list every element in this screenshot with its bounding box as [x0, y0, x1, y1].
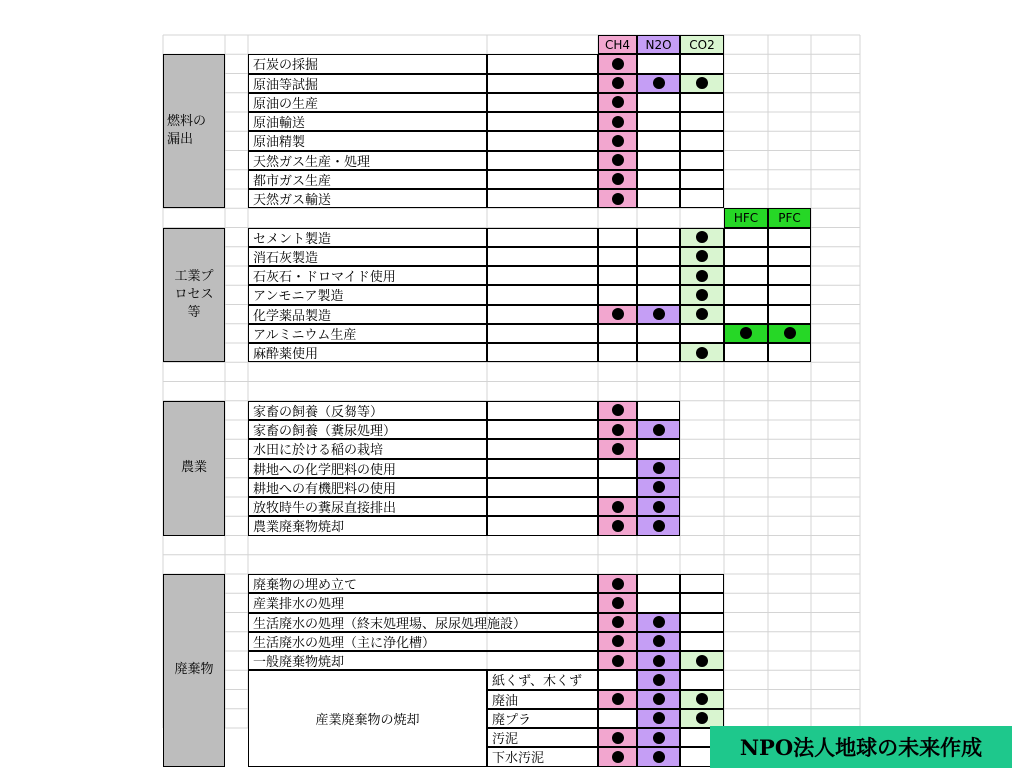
subrow-label: 紙くず、木くず — [487, 670, 598, 689]
gas-cell-ch4 — [598, 690, 637, 709]
emission-dot — [612, 635, 624, 647]
row-label-pad — [487, 93, 598, 112]
gas-cell-co2 — [680, 613, 724, 632]
gas-cell-ch4 — [598, 728, 637, 747]
gas-cell-co2 — [680, 74, 724, 93]
header-n2o: N2O — [637, 35, 680, 54]
gas-cell-n2o — [637, 93, 680, 112]
gas-cell-n2o — [637, 670, 680, 689]
header-hfc: HFC — [724, 208, 768, 227]
gas-cell-pfc — [768, 266, 811, 285]
row-label-pad — [487, 74, 598, 93]
emission-dot — [612, 520, 624, 532]
emission-dot — [696, 347, 708, 359]
row-label: 家畜の飼養（糞尿処理） — [248, 420, 487, 439]
emission-dot — [612, 424, 624, 436]
gas-cell-n2o — [637, 189, 680, 208]
subrow-label: 廃油 — [487, 690, 598, 709]
row-label-pad — [487, 439, 598, 458]
emission-dot — [696, 693, 708, 705]
emission-dot — [612, 693, 624, 705]
emission-dot — [612, 173, 624, 185]
gas-cell-ch4 — [598, 439, 637, 458]
gas-cell-n2o — [637, 728, 680, 747]
gas-cell-pfc — [768, 247, 811, 266]
gas-cell-co2 — [680, 651, 724, 670]
emission-dot — [612, 96, 624, 108]
gas-cell-co2 — [680, 151, 724, 170]
row-label-pad — [487, 131, 598, 150]
row-label: 原油輸送 — [248, 112, 487, 131]
gas-cell-pfc — [768, 343, 811, 362]
emission-dot — [696, 270, 708, 282]
header-pfc: PFC — [768, 208, 811, 227]
category-cell: 工業プ ロセス 等 — [163, 228, 225, 363]
gas-cell-n2o — [637, 170, 680, 189]
gas-cell-co2 — [680, 131, 724, 150]
gas-cell-co2 — [680, 93, 724, 112]
gas-cell-hfc — [724, 324, 768, 343]
gas-cell-n2o — [637, 651, 680, 670]
row-label: 廃棄物の埋め立て — [248, 574, 598, 593]
gas-cell-hfc — [724, 228, 768, 247]
row-label-pad — [487, 266, 598, 285]
emission-dot — [612, 501, 624, 513]
gas-cell-ch4 — [598, 74, 637, 93]
gas-cell-n2o — [637, 690, 680, 709]
gas-cell-n2o — [637, 459, 680, 478]
gas-cell-ch4 — [598, 285, 637, 304]
gas-cell-co2 — [680, 343, 724, 362]
gas-cell-n2o — [637, 247, 680, 266]
subrow-label: 廃プラ — [487, 709, 598, 728]
gas-cell-ch4 — [598, 613, 637, 632]
gas-cell-n2o — [637, 420, 680, 439]
gas-cell-pfc — [768, 228, 811, 247]
gas-cell-co2 — [680, 593, 724, 612]
gas-cell-ch4 — [598, 670, 637, 689]
row-label: 耕地への化学肥料の使用 — [248, 459, 487, 478]
row-label: セメント製造 — [248, 228, 487, 247]
gas-cell-ch4 — [598, 593, 637, 612]
gas-cell-n2o — [637, 343, 680, 362]
emission-dot — [653, 751, 665, 763]
gas-cell-hfc — [724, 305, 768, 324]
gas-cell-n2o — [637, 497, 680, 516]
row-label-pad — [487, 305, 598, 324]
emission-dot — [784, 327, 796, 339]
row-label-pad — [487, 54, 598, 73]
row-label-pad — [487, 189, 598, 208]
emission-dot — [653, 501, 665, 513]
gas-cell-co2 — [680, 228, 724, 247]
gas-cell-n2o — [637, 112, 680, 131]
gas-cell-n2o — [637, 709, 680, 728]
emission-dot — [612, 443, 624, 455]
gas-cell-n2o — [637, 54, 680, 73]
gas-cell-ch4 — [598, 747, 637, 766]
row-label-pad — [487, 420, 598, 439]
gas-cell-hfc — [724, 266, 768, 285]
gas-cell-n2o — [637, 74, 680, 93]
gas-cell-ch4 — [598, 478, 637, 497]
emission-dot — [612, 404, 624, 416]
gas-cell-ch4 — [598, 93, 637, 112]
row-label-pad — [487, 459, 598, 478]
row-label: 農業廃棄物焼却 — [248, 516, 487, 535]
emission-dot — [612, 732, 624, 744]
emission-dot — [612, 578, 624, 590]
subrow-label: 汚泥 — [487, 728, 598, 747]
gas-cell-n2o — [637, 151, 680, 170]
row-label: 石炭の採掘 — [248, 54, 487, 73]
gas-cell-ch4 — [598, 343, 637, 362]
emission-dot — [612, 116, 624, 128]
emission-dot — [653, 712, 665, 724]
row-label: 消石灰製造 — [248, 247, 487, 266]
gas-cell-n2o — [637, 285, 680, 304]
emission-dot — [653, 616, 665, 628]
emission-dot — [653, 635, 665, 647]
header-ch4: CH4 — [598, 35, 637, 54]
row-label-pad — [487, 247, 598, 266]
row-label: 化学薬品製造 — [248, 305, 487, 324]
row-label: 麻酔薬使用 — [248, 343, 487, 362]
gas-cell-ch4 — [598, 401, 637, 420]
row-label: 家畜の飼養（反芻等） — [248, 401, 487, 420]
gas-cell-n2o — [637, 613, 680, 632]
gas-cell-co2 — [680, 574, 724, 593]
gas-cell-ch4 — [598, 632, 637, 651]
category-cell: 廃棄物 — [163, 574, 225, 767]
gas-cell-co2 — [680, 247, 724, 266]
gas-cell-n2o — [637, 593, 680, 612]
emission-dot — [653, 674, 665, 686]
emission-dot — [653, 462, 665, 474]
row-label: 水田に於ける稲の栽培 — [248, 439, 487, 458]
row-label-pad — [487, 151, 598, 170]
row-label: 石灰石・ドロマイド使用 — [248, 266, 487, 285]
emission-dot — [653, 520, 665, 532]
emission-dot — [653, 77, 665, 89]
gas-cell-n2o — [637, 131, 680, 150]
gas-cell-n2o — [637, 305, 680, 324]
gas-cell-pfc — [768, 305, 811, 324]
row-label-pad — [487, 170, 598, 189]
emission-dot — [696, 655, 708, 667]
emission-dot — [653, 308, 665, 320]
gas-cell-n2o — [637, 401, 680, 420]
gas-cell-n2o — [637, 478, 680, 497]
emission-dot — [612, 308, 624, 320]
row-label: 耕地への有機肥料の使用 — [248, 478, 487, 497]
category-cell: 燃料の 漏出 — [163, 54, 225, 208]
emission-dot — [696, 308, 708, 320]
header-co2: CO2 — [680, 35, 724, 54]
row-label: 原油精製 — [248, 131, 487, 150]
gas-cell-ch4 — [598, 247, 637, 266]
gas-cell-ch4 — [598, 228, 637, 247]
gas-cell-ch4 — [598, 459, 637, 478]
gas-cell-hfc — [724, 343, 768, 362]
gas-cell-co2 — [680, 670, 724, 689]
row-label: 天然ガス生産・処理 — [248, 151, 487, 170]
emission-dot — [696, 231, 708, 243]
gas-cell-co2 — [680, 285, 724, 304]
gas-cell-ch4 — [598, 189, 637, 208]
emission-dot — [653, 655, 665, 667]
emission-dot — [612, 154, 624, 166]
emission-dot — [653, 693, 665, 705]
gas-cell-hfc — [724, 285, 768, 304]
row-label: 都市ガス生産 — [248, 170, 487, 189]
row-label-pad — [487, 516, 598, 535]
gas-cell-n2o — [637, 324, 680, 343]
row-label: 産業排水の処理 — [248, 593, 598, 612]
gas-cell-n2o — [637, 516, 680, 535]
row-label-pad — [487, 228, 598, 247]
emission-dot — [612, 77, 624, 89]
row-label-pad — [487, 112, 598, 131]
emission-dot — [696, 77, 708, 89]
gas-cell-pfc — [768, 324, 811, 343]
gas-cell-ch4 — [598, 574, 637, 593]
author-banner — [710, 726, 1012, 768]
gas-cell-ch4 — [598, 266, 637, 285]
gas-cell-pfc — [768, 285, 811, 304]
gas-cell-co2 — [680, 324, 724, 343]
gas-cell-ch4 — [598, 112, 637, 131]
emission-dot — [612, 193, 624, 205]
gas-cell-ch4 — [598, 151, 637, 170]
row-label: 生活廃水の処理（主に浄化槽） — [248, 632, 598, 651]
gas-cell-ch4 — [598, 709, 637, 728]
gas-cell-hfc — [724, 247, 768, 266]
gas-cell-ch4 — [598, 324, 637, 343]
gas-cell-ch4 — [598, 497, 637, 516]
emission-dot — [653, 732, 665, 744]
emission-dot — [696, 250, 708, 262]
gas-cell-co2 — [680, 170, 724, 189]
emission-dot — [612, 751, 624, 763]
row-label: アンモニア製造 — [248, 285, 487, 304]
gas-cell-n2o — [637, 574, 680, 593]
gas-cell-co2 — [680, 690, 724, 709]
row-label: アルミニウム生産 — [248, 324, 487, 343]
row-label: 原油の生産 — [248, 93, 487, 112]
gas-cell-co2 — [680, 266, 724, 285]
gas-cell-ch4 — [598, 516, 637, 535]
gas-cell-ch4 — [598, 54, 637, 73]
gas-cell-ch4 — [598, 170, 637, 189]
emission-dot — [612, 655, 624, 667]
gas-cell-co2 — [680, 632, 724, 651]
row-label-pad — [487, 478, 598, 497]
emission-dot — [612, 58, 624, 70]
merged-label: 産業廃棄物の焼却 — [248, 670, 487, 766]
emission-dot — [612, 616, 624, 628]
row-label: 生活廃水の処理（終末処理場、尿尿処理施設） — [248, 613, 598, 632]
gas-cell-co2 — [680, 305, 724, 324]
author-label: NPO法人地球の未来作成 — [739, 735, 983, 760]
row-label: 一般廃棄物焼却 — [248, 651, 598, 670]
gas-cell-co2 — [680, 112, 724, 131]
emission-dot — [653, 481, 665, 493]
emission-dot — [612, 135, 624, 147]
gas-cell-n2o — [637, 632, 680, 651]
emission-dot — [696, 289, 708, 301]
row-label-pad — [487, 343, 598, 362]
gas-cell-ch4 — [598, 131, 637, 150]
gas-cell-ch4 — [598, 305, 637, 324]
row-label-pad — [487, 285, 598, 304]
gas-cell-co2 — [680, 189, 724, 208]
emission-dot — [740, 327, 752, 339]
row-label-pad — [487, 324, 598, 343]
row-label-pad — [487, 497, 598, 516]
gas-cell-ch4 — [598, 651, 637, 670]
gas-cell-n2o — [637, 747, 680, 766]
row-label: 天然ガス輸送 — [248, 189, 487, 208]
emission-dot — [696, 712, 708, 724]
row-label: 原油等試掘 — [248, 74, 487, 93]
category-cell: 農業 — [163, 401, 225, 536]
emission-dot — [612, 597, 624, 609]
subrow-label: 下水汚泥 — [487, 747, 598, 766]
gas-cell-n2o — [637, 266, 680, 285]
gas-cell-n2o — [637, 228, 680, 247]
row-label-pad — [487, 401, 598, 420]
gas-cell-co2 — [680, 54, 724, 73]
gas-cell-n2o — [637, 439, 680, 458]
gas-cell-ch4 — [598, 420, 637, 439]
emission-dot — [653, 424, 665, 436]
row-label: 放牧時牛の糞尿直接排出 — [248, 497, 487, 516]
